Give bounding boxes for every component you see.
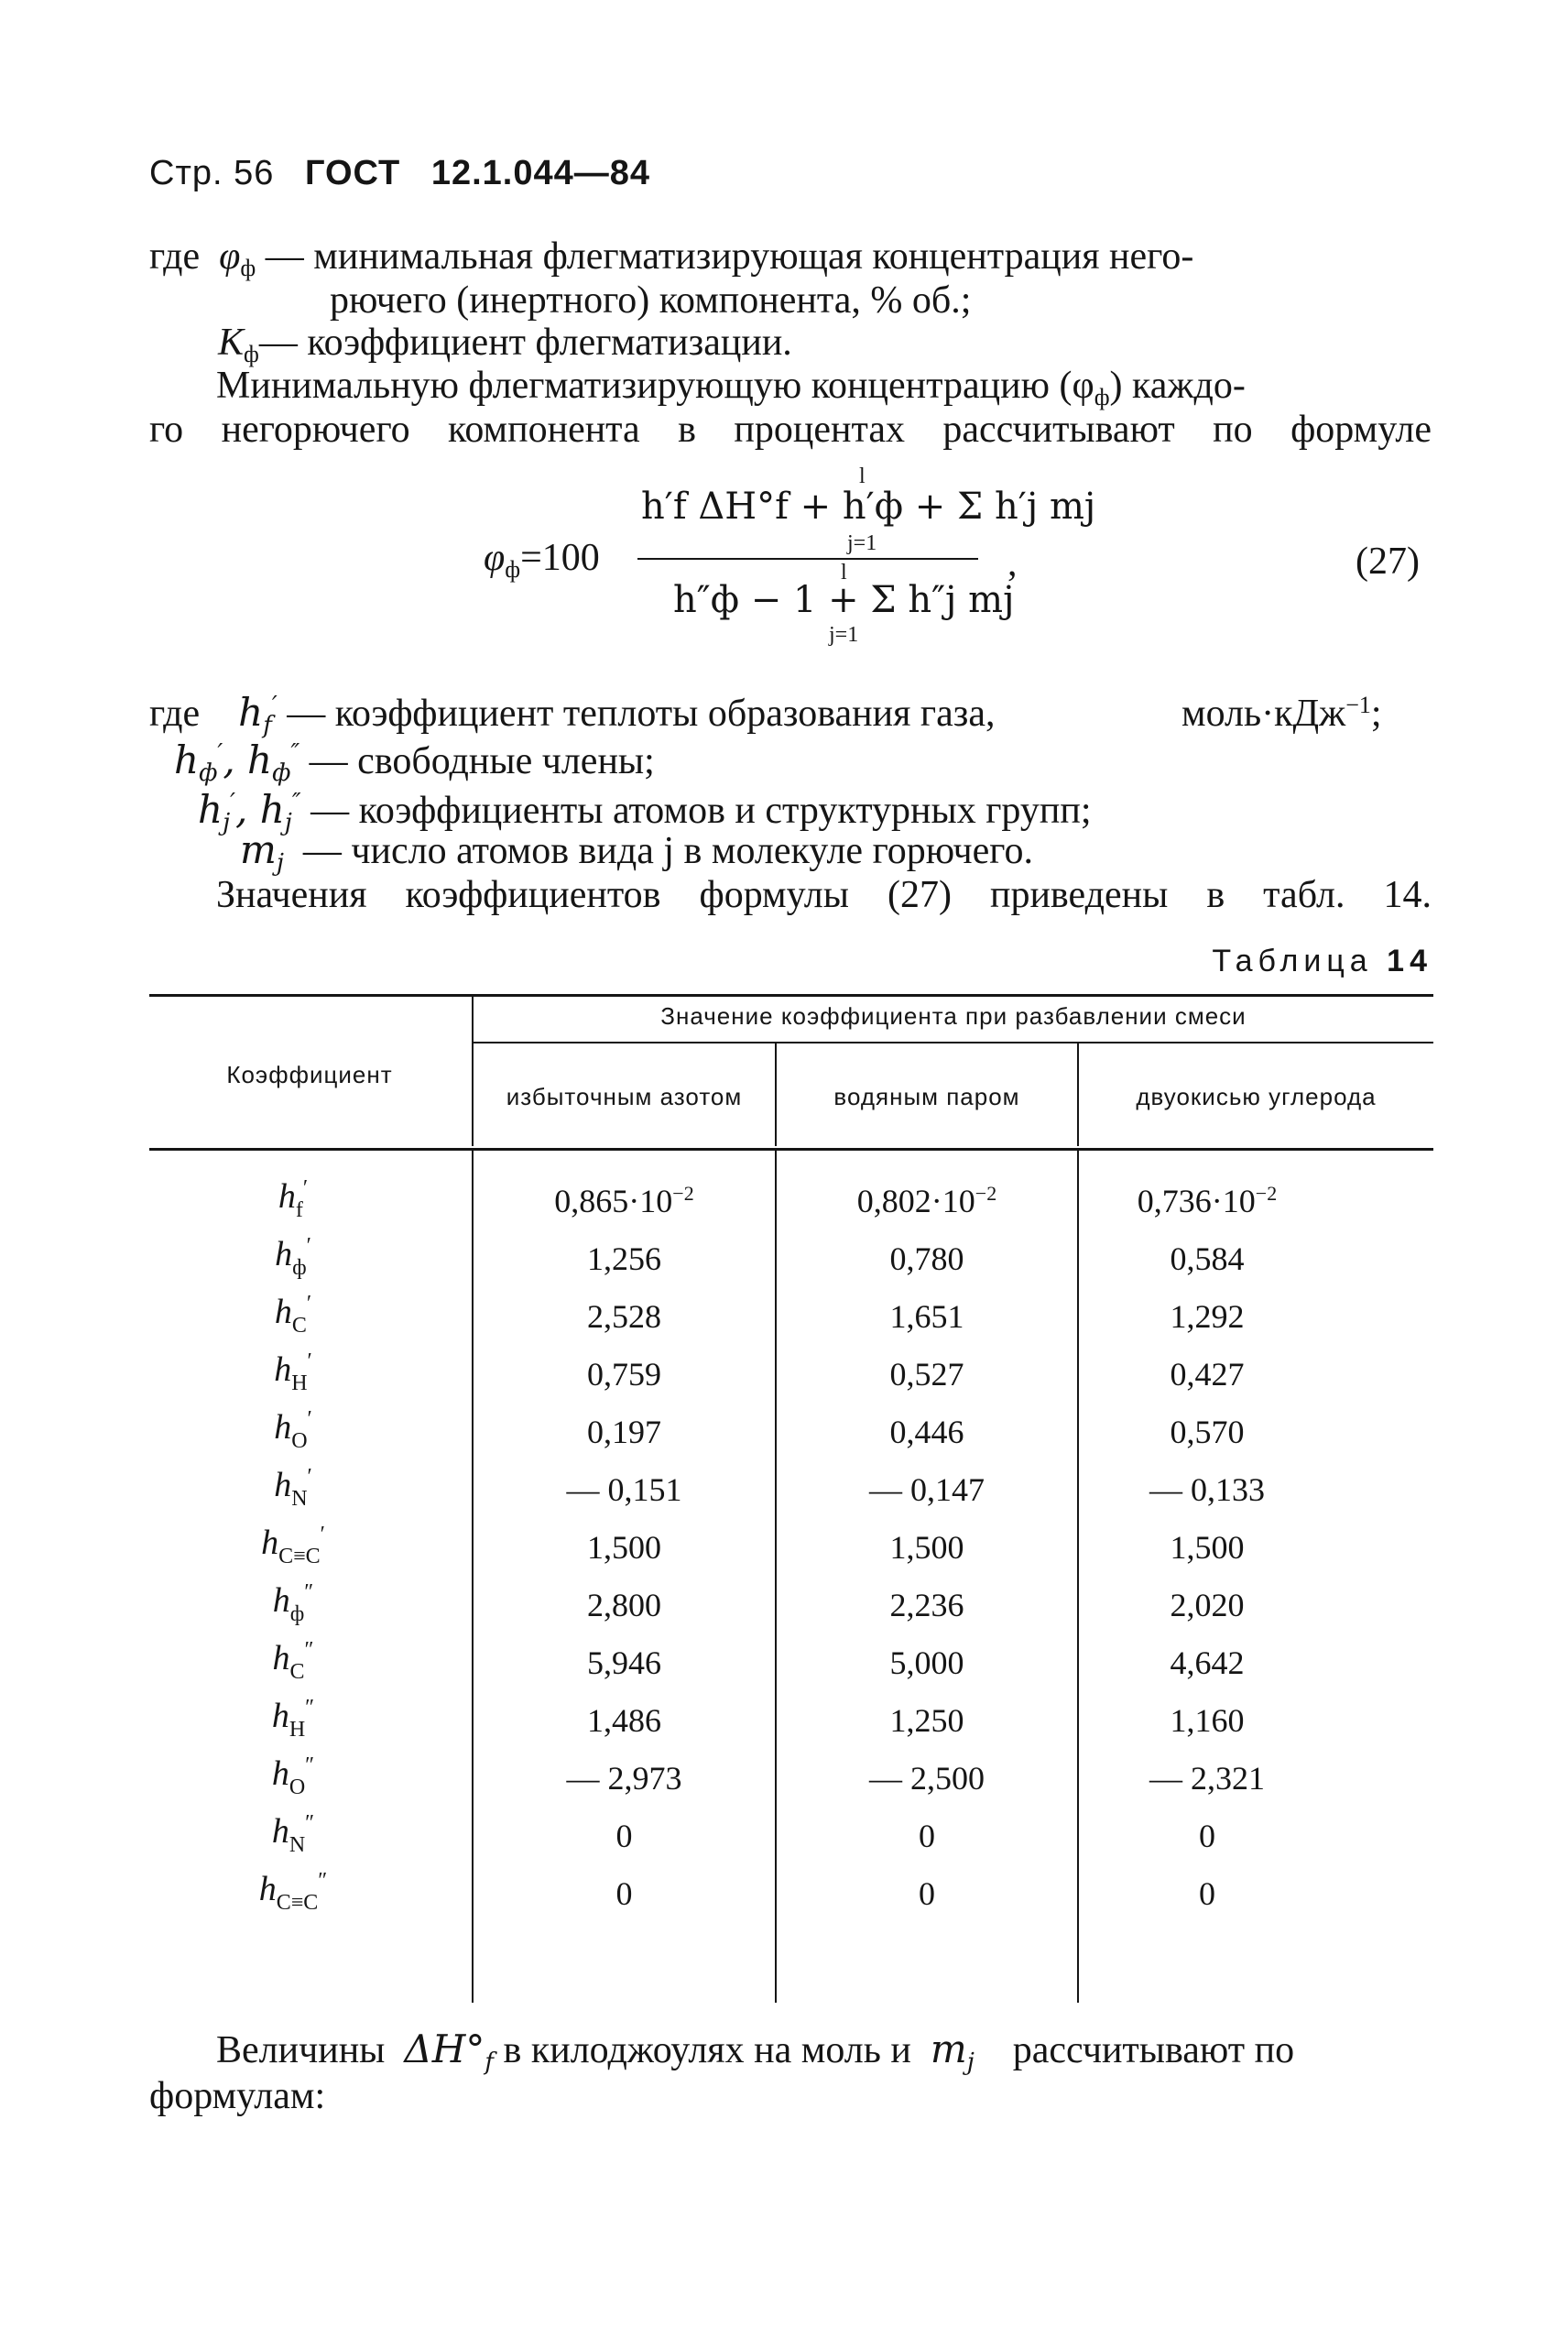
def-hf: где $h_f'$ — коэффициент теплоты образования газа, bbox=[149, 690, 996, 739]
sum-upper-den: l bbox=[841, 561, 847, 584]
table-row-coefficient: $h_N'$ bbox=[274, 1465, 312, 1511]
table-cell: 2,020 bbox=[1170, 1587, 1245, 1623]
table-cell: $0,802\cdot 10^{-2}$ bbox=[856, 1182, 997, 1219]
sum-lower-num: j=1 bbox=[847, 531, 877, 555]
col-header-coefficient: Коэффициент bbox=[226, 1061, 393, 1088]
formula-lhs: $\varphi_ф=100$ bbox=[484, 537, 600, 583]
delta-h-symbol: $\Delta H^\circ_f$ bbox=[404, 2027, 494, 2076]
formula-comma: , bbox=[1007, 542, 1018, 584]
col-header-steam: водяным паром bbox=[833, 1083, 1020, 1110]
table-row-coefficient: $h_C'$ bbox=[274, 1292, 312, 1338]
para2: Значения коэффициентов формулы (27) приведены в табл. 14. bbox=[216, 874, 1432, 916]
table-cell: 0 bbox=[919, 1818, 935, 1854]
def-k: $K_ф—$ коэффициент флегматизации. bbox=[218, 322, 792, 367]
table-cell: 1,500 bbox=[1170, 1529, 1245, 1566]
table-cell: 0 bbox=[1199, 1875, 1215, 1912]
table-cell: — 0,133 bbox=[1149, 1471, 1265, 1508]
table-row-coefficient: $h_{C\equiv C}'$ bbox=[261, 1523, 325, 1568]
table-cell: 1,256 bbox=[587, 1240, 661, 1277]
table-head-rule bbox=[149, 1148, 1433, 1151]
table-cell: 0 bbox=[615, 1818, 633, 1854]
table-cell: 1,486 bbox=[587, 1702, 661, 1739]
table-cell: 0 bbox=[615, 1875, 633, 1912]
col-header-nitrogen: избыточным азотом bbox=[506, 1083, 743, 1110]
para1-line1: Минимальную флегматизирующую концентрацию $(\varphi_ф)$ каждо- bbox=[216, 365, 1246, 410]
table-cell: — 0,151 bbox=[566, 1471, 682, 1508]
def-phi-cont: рючего (инертного) компонента, % об.; bbox=[330, 279, 972, 322]
table-row-coefficient: $h_{C\equiv C}''$ bbox=[258, 1869, 328, 1915]
table-cell: — 2,973 bbox=[566, 1760, 682, 1797]
standard-number: 12.1.044—84 bbox=[430, 154, 650, 192]
def-free: $h_ф'$, $h_ф''$ — свободные члены; bbox=[174, 737, 655, 787]
table-cell: 5,946 bbox=[587, 1644, 661, 1681]
para1-line2: го негорючего компонента в процентах рассчитывают по формуле bbox=[149, 409, 1432, 451]
standard-name: ГОСТ bbox=[304, 154, 401, 192]
sum-lower-den: j=1 bbox=[829, 623, 859, 647]
table-cell: 1,651 bbox=[889, 1298, 964, 1335]
table-row-coefficient: $h_O''$ bbox=[271, 1753, 315, 1799]
table-cell: 2,800 bbox=[587, 1587, 661, 1623]
table-cell: 0,780 bbox=[889, 1240, 964, 1277]
formula-number: (27) bbox=[1356, 541, 1420, 583]
table-cell: 0,427 bbox=[1170, 1356, 1245, 1393]
formula-denominator: h″ф − 1 + Σ h″j mj bbox=[673, 579, 1015, 621]
table-cell: $0,736\cdot 10^{-2}$ bbox=[1137, 1182, 1278, 1219]
table-cell: 0,197 bbox=[587, 1414, 661, 1450]
para3-line1: Величины $\Delta H^\circ_f$ в килоджоулях на моль и $m_j$ рассчитывают по bbox=[216, 2027, 1295, 2076]
table-cell: 0,570 bbox=[1170, 1414, 1245, 1450]
table-cell: 2,236 bbox=[889, 1587, 964, 1623]
fraction-bar bbox=[637, 558, 978, 560]
table-row-coefficient: $h_O'$ bbox=[274, 1407, 312, 1453]
table-row-coefficient: $h_H''$ bbox=[271, 1696, 315, 1742]
table-cell: 4,642 bbox=[1170, 1644, 1245, 1681]
table-row-coefficient: $h_N''$ bbox=[271, 1811, 315, 1857]
table-cell: 2,528 bbox=[587, 1298, 661, 1335]
table-cell: 1,250 bbox=[889, 1702, 964, 1739]
table-cell: 1,500 bbox=[889, 1529, 964, 1566]
table-top-rule bbox=[149, 994, 1433, 997]
table-cell: 1,292 bbox=[1170, 1298, 1245, 1335]
table-group-rule bbox=[472, 1042, 1433, 1043]
table-cell: 0,446 bbox=[889, 1414, 964, 1450]
def-phi-text: — минимальная флегматизирующая концентрация него- bbox=[265, 235, 1194, 278]
def-hf-unit: моль·кДж$^{-1}$; bbox=[1181, 692, 1382, 735]
table-cell: 0,527 bbox=[889, 1356, 964, 1393]
table-cell: 0 bbox=[919, 1875, 935, 1912]
def-mj: $m_j$ — число атомов вида j в молекуле горючего. bbox=[240, 827, 1033, 877]
table-cell: 5,000 bbox=[889, 1644, 964, 1681]
table-cell: — 0,147 bbox=[869, 1471, 985, 1508]
table-row-coefficient: $h_C''$ bbox=[272, 1638, 314, 1684]
table-cell: $0,865\cdot 10^{-2}$ bbox=[554, 1182, 694, 1219]
table-row-coefficient: $h_f'$ bbox=[278, 1176, 309, 1222]
page-number: Стр. 56 bbox=[149, 154, 275, 192]
def-phi: где $\varphi_ф$ — минимальная флегматизирующая концентрация него- bbox=[149, 235, 1194, 281]
table-cell: 0,584 bbox=[1170, 1240, 1245, 1277]
table-cell: 0 bbox=[1199, 1818, 1215, 1854]
table-cell: 1,160 bbox=[1170, 1702, 1245, 1739]
page-header bbox=[149, 154, 670, 193]
table-cell: 0,759 bbox=[587, 1356, 661, 1393]
sum-upper-num: l bbox=[859, 464, 866, 488]
table-row-coefficient: $h_ф'$ bbox=[275, 1234, 311, 1280]
para3-line2: формулам: bbox=[149, 2075, 326, 2117]
def-atoms: $h_j'$, $h_j''$ — коэффициенты атомов и структурных групп; bbox=[198, 787, 1092, 836]
formula-numerator: h′f ΔH°f + h′ф + Σ h′j mj bbox=[641, 486, 1096, 528]
table-cell: — 2,321 bbox=[1149, 1760, 1265, 1797]
col-header-co2: двуокисью углерода bbox=[1136, 1083, 1377, 1110]
m-j-symbol: $m_j$ bbox=[930, 2027, 975, 2076]
table-row-coefficient: $h_ф''$ bbox=[272, 1580, 314, 1626]
table-caption: Таблица 14 bbox=[1212, 944, 1432, 978]
table-cell: — 2,500 bbox=[869, 1760, 985, 1797]
col-group-header: Значение коэффициента при разбавлении смеси bbox=[660, 1002, 1247, 1030]
table-cell: 1,500 bbox=[587, 1529, 661, 1566]
table-row-coefficient: $h_H'$ bbox=[274, 1349, 312, 1395]
